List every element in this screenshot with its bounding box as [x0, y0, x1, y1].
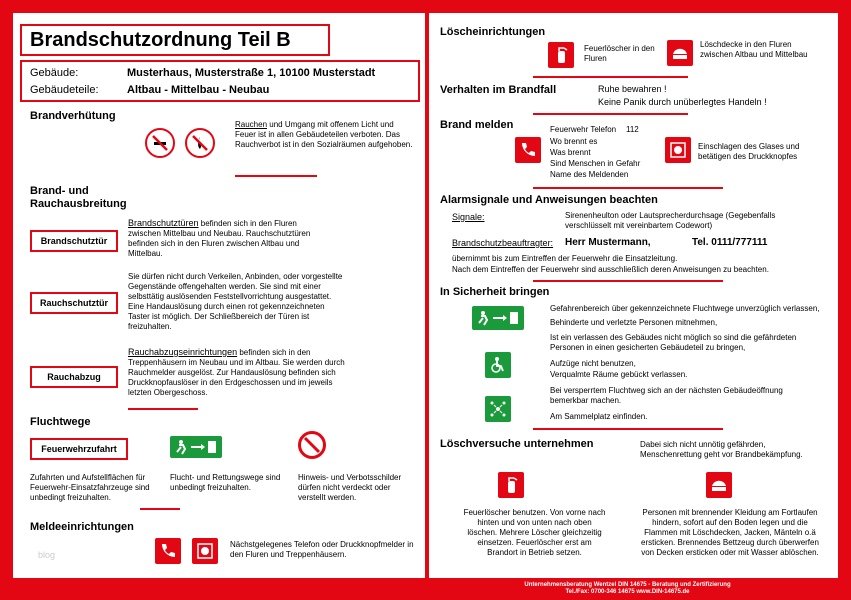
- fire-blanket-icon: [706, 472, 732, 498]
- safety-text-4: Aufzüge nicht benutzen,: [550, 359, 636, 368]
- safety-text-2: Behinderte und verletzte Personen mitnehmen,: [550, 318, 718, 327]
- footer: [430, 582, 825, 596]
- alarm-note-1: übernimmt bis zum Eintreffen der Feuerwehr die Einsatzleitung.: [452, 254, 678, 263]
- phone-label: Feuerwehr Telefon: [550, 125, 617, 134]
- behaviour-line-2: Keine Panik durch unüberlegtes Handeln !: [598, 97, 767, 107]
- report-q1: Wo brennt es: [550, 137, 598, 146]
- building-label: Gebäude:: [30, 67, 79, 79]
- report-heading: Brand melden: [440, 119, 514, 131]
- report-q3: Sind Menschen in Gefahr: [550, 159, 641, 168]
- safety-text-6: Bei versperrtem Fluchtweg sich an der nächsten Gebäudeöffnung bemerkbar machen.: [550, 386, 783, 405]
- alarm-devices-heading: Meldeeinrichtungen: [30, 521, 134, 533]
- divider-line: [128, 408, 198, 410]
- fire-access-label: Feuerwehrzufahrt: [30, 438, 128, 460]
- divider-line: [533, 280, 723, 282]
- routes-text: Flucht- und Rettungswege sind unbedingt freizuhalten.: [170, 473, 281, 492]
- safety-text-3: Ist ein verlassen des Gebäudes nicht möglich so sind die gefährdeten Personen in einen gesicherten Gebäudeteil zu bringen,: [550, 333, 797, 352]
- safety-text-7: Am Sammelplatz einfinden.: [550, 412, 648, 421]
- smoke-door-text: Sie dürfen nicht durch Verkeilen, Anbinden, oder vorgestellte Gegenstände offengehalten werden. Sie sind mit einer selbsttätig auslösenden Feststellvorrichtung ausgestattet. Eine Handauslösung durch einen rot gekennzeichneten Taster ist möglich. Der Schließbereich der Türen ist freizuhalten.: [128, 272, 343, 331]
- escape-route-icon: [170, 436, 222, 458]
- fire-blanket-icon: [667, 40, 693, 66]
- signals-label: Signale:: [452, 212, 485, 222]
- smoke-door-label: Rauchschutztür: [30, 292, 118, 314]
- safety-text-1: Gefahrenbereich über gekennzeichnete Fluchtwege unverzüglich verlassen,: [550, 304, 820, 313]
- no-open-flame-icon: [185, 128, 215, 158]
- button-text: Einschlagen des Glases und betätigen des Druckknopfes: [698, 142, 800, 161]
- prevention-heading: Brandverhütung: [30, 110, 116, 122]
- smoke-vent-text: Rauchabzugseinrichtungen befinden sich in den Treppenhäusern im Neubau und im Altbau. Sie werden durch Rauchmelder ausgelöst. Zur Handauslösung befinden sich Druckknopfauslöser in den Erdgeschossen und im jeweils letzten Obergeschoss.: [128, 347, 345, 397]
- header-box: [20, 60, 420, 102]
- fire-extinguisher-icon: [498, 472, 524, 498]
- smoke-vent-label: Rauchabzug: [30, 366, 118, 388]
- blanket-text: Löschdecke in den Fluren zwischen Altbau und Mittelbau: [700, 40, 808, 59]
- divider-line: [140, 508, 180, 510]
- report-q4: Name des Meldenden: [550, 170, 629, 179]
- prevention-text: Rauchen und Umgang mit offenem Licht und Feuer ist in allen Gebäudeteilen verboten. Das Rauchverbot ist in den Sozialräumen aufgehoben.: [235, 120, 413, 149]
- page-title: Brandschutzordnung Teil B: [20, 24, 330, 56]
- alarm-button-icon: [665, 137, 691, 163]
- assembly-point-icon: [485, 396, 511, 422]
- prohibition-icon: [298, 431, 326, 459]
- divider-line: [533, 76, 688, 78]
- accessible-icon: [485, 352, 511, 378]
- alarm-note-2: Nach dem Eintreffen der Feuerwehr sind ausschließlich deren Anweisungen zu beachten.: [452, 265, 769, 274]
- phone-number: 112: [626, 125, 639, 134]
- fire-phone-icon: [155, 538, 181, 564]
- officer-phone: Tel. 0111/777111: [692, 237, 768, 248]
- parts-label: Gebäudeteile:: [30, 84, 99, 96]
- safety-text-5: Verqualmte Räume gebückt verlassen.: [550, 370, 688, 379]
- safety-heading: In Sicherheit bringen: [440, 286, 550, 298]
- column-divider: [425, 13, 429, 578]
- signals-text: Sirenenheulton oder Lautsprecherdurchsage (Gegebenfalls verschlüsselt mit vereinbartem Codewort): [565, 211, 776, 230]
- attempts-extinguisher-text: Feuerlöscher benutzen. Von vorne nach hinten und von unten nach oben löschen. Mehrere Löscher gleichzeitig einsetzen. Feuerlöscher erst am Brandort in Betrieb setzen.: [463, 508, 606, 557]
- alarm-heading: Alarmsignale und Anweisungen beachten: [440, 194, 658, 206]
- watermark: blog: [38, 550, 56, 560]
- building-value: Musterhaus, Musterstraße 1, 10100 Musterstadt: [127, 67, 376, 79]
- attempts-person-text: Personen mit brennender Kleidung am Fortlaufen hindern, sofort auf den Boden legen und die Flammen mit Löschdecken, Jacken, Mänteln o.ä ersticken. Brennendes Bettzeug durch überwerfen von Decken ersticken oder mit Wasser ablöschen.: [641, 508, 819, 557]
- divider-line: [235, 175, 317, 177]
- alarm-button-icon: [192, 538, 218, 564]
- officer-label: Brandschutzbeauftragter:: [452, 238, 554, 248]
- report-q2: Was brennt: [550, 148, 591, 157]
- behaviour-heading: Verhalten im Brandfall: [440, 84, 557, 96]
- fire-phone-icon: [515, 137, 541, 163]
- divider-line: [533, 428, 723, 430]
- extinguish-heading: Löscheinrichtungen: [440, 26, 546, 38]
- attempts-intro: Dabei sich nicht unnötig gefährden, Menschenrettung geht vor Brandbekämpfung.: [640, 440, 803, 459]
- smoke-heading-1: Brand- und: [30, 185, 89, 197]
- fire-access-text: Zufahrten und Aufstellflächen für Feuerwehr-Einsatzfahrzeuge sind unbedingt freizuhalten.: [30, 473, 150, 502]
- fire-door-label: Brandschutztür: [30, 230, 118, 252]
- behaviour-line-1: Ruhe bewahren !: [598, 84, 667, 94]
- footer-line-1: Unternehmensberatung Wentzel DIN 14675 - Beratung und Zertifizierung: [524, 582, 731, 588]
- attempts-heading: Löschversuche unternehmen: [440, 438, 594, 450]
- extinguisher-text: Feuerlöscher in den Fluren: [584, 44, 655, 63]
- fire-extinguisher-icon: [548, 42, 574, 68]
- officer-name: Herr Mustermann,: [565, 237, 651, 248]
- alarm-devices-text: Nächstgelegenes Telefon oder Druckknopfmelder in den Fluren und Treppenhäusern.: [230, 540, 414, 559]
- signs-text: Hinweis- und Verbotsschilder dürfen nicht verdeckt oder verstellt werden.: [298, 473, 402, 502]
- parts-value: Altbau - Mittelbau - Neubau: [127, 84, 270, 96]
- footer-line-2: Tel./Fax: 0700-346 14675 www.DIN-14675.de: [565, 589, 690, 595]
- fire-door-text: Brandschutztüren befinden sich in den Fluren zwischen Mittelbau und Neubau. Rauchschutztüren befinden sich in den Fluren zwischen Altbau und Mittelbau.: [128, 218, 311, 258]
- no-smoking-icon: [145, 128, 175, 158]
- smoke-heading-2: Rauchausbreitung: [30, 198, 127, 210]
- divider-line: [533, 187, 723, 189]
- emergency-exit-icon: [472, 306, 524, 330]
- escape-heading: Fluchtwege: [30, 416, 91, 428]
- divider-line: [533, 113, 688, 115]
